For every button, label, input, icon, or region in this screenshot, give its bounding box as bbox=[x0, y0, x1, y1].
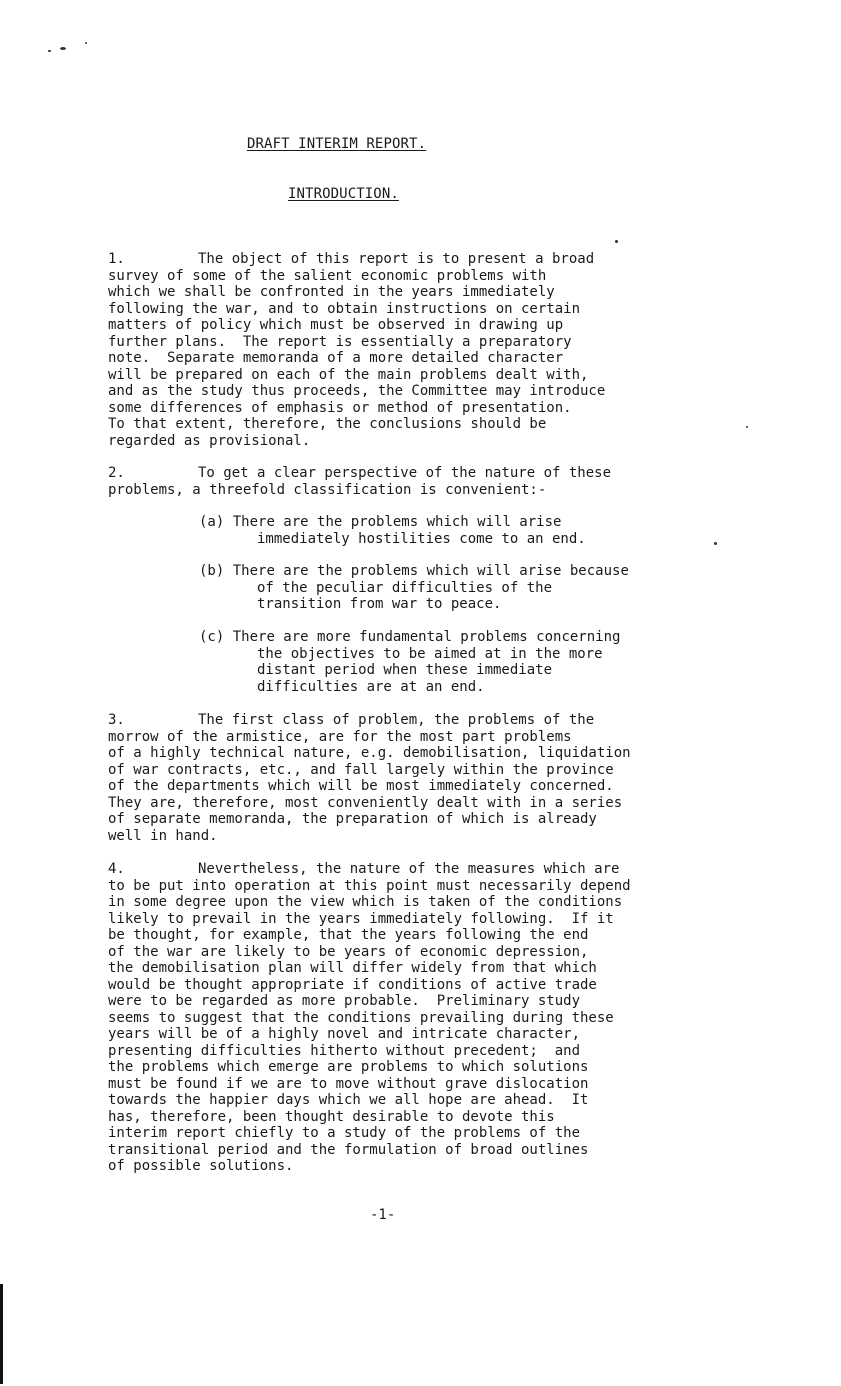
paragraph-line bbox=[108, 712, 748, 729]
paragraph-2 bbox=[108, 465, 748, 498]
paragraph-line: has, therefore, been thought desirable to devote this bbox=[108, 1108, 555, 1125]
paragraph-text: Nevertheless, the nature of the measures which are bbox=[198, 861, 620, 877]
paragraph-line: problems, a threefold classification is convenient:- bbox=[108, 481, 547, 498]
paragraph-line: presenting difficulties hitherto without precedent; and bbox=[108, 1042, 581, 1059]
paragraph-line: They are, therefore, most conveniently dealt with in a series bbox=[108, 794, 623, 811]
paragraph-line: of the departments which will be most immediately concerned. bbox=[108, 778, 614, 794]
paragraph-line: in some degree upon the view which is taken of the conditions bbox=[108, 894, 623, 910]
paragraph-line: years will be of a highly novel and intricate character, bbox=[108, 1026, 581, 1042]
paragraph-line: of the war are likely to be years of economic depression, bbox=[108, 943, 589, 960]
paragraph-line: well in hand. bbox=[108, 827, 218, 844]
page-number: -1- bbox=[370, 1207, 396, 1223]
scan-speck bbox=[615, 240, 618, 243]
paragraph-line: of a highly technical nature, e.g. demobilisation, liquidation bbox=[108, 745, 631, 761]
paragraph-text: To get a clear perspective of the nature of these bbox=[198, 465, 612, 481]
paragraph-text: The first class of problem, the problems of the bbox=[198, 712, 595, 728]
paragraph-number: 2. bbox=[108, 465, 125, 481]
paragraph-line: towards the happier days which we all hope are ahead. It bbox=[108, 1092, 589, 1108]
list-item-line bbox=[199, 629, 739, 646]
scan-speck bbox=[746, 426, 748, 428]
paragraph-line: of war contracts, etc., and fall largely within the province bbox=[108, 761, 614, 778]
paragraph-1 bbox=[108, 251, 748, 449]
paragraph-line bbox=[108, 861, 748, 878]
paragraph-line: must be found if we are to move without grave dislocation bbox=[108, 1075, 589, 1092]
list-item-line bbox=[199, 514, 739, 531]
paragraph-line: will be prepared on each of the main problems dealt with, bbox=[108, 366, 589, 383]
paragraph-number: 1. bbox=[108, 251, 125, 267]
paragraph-line: interim report chiefly to a study of the problems of the bbox=[108, 1125, 581, 1141]
paragraph-line: To that extent, therefore, the conclusions should be bbox=[108, 416, 547, 432]
list-item-text: There are the problems which will arise because bbox=[232, 563, 629, 579]
paragraph-line: likely to prevail in the years immediately following. If it bbox=[108, 910, 614, 927]
scan-speck bbox=[85, 42, 87, 44]
paragraph-line: the problems which emerge are problems to which solutions bbox=[108, 1059, 589, 1075]
paragraph-line: and as the study thus proceeds, the Committee may introduce bbox=[108, 383, 606, 399]
scan-speck bbox=[48, 50, 51, 52]
list-item-line: distant period when these immediate bbox=[257, 662, 553, 678]
paragraph-line bbox=[108, 251, 748, 268]
list-item-line: of the peculiar difficulties of the bbox=[257, 579, 553, 596]
paragraph-line: the demobilisation plan will differ widely from that which bbox=[108, 960, 597, 976]
paragraph-line: transitional period and the formulation of broad outlines bbox=[108, 1141, 589, 1158]
paragraph-number: 4. bbox=[108, 861, 125, 877]
paragraph-3 bbox=[108, 712, 748, 844]
paragraph-line: morrow of the armistice, are for the most part problems bbox=[108, 728, 572, 745]
paragraph-4 bbox=[108, 861, 748, 1175]
paragraph-line: following the war, and to obtain instructions on certain bbox=[108, 300, 581, 317]
paragraph-line: were to be regarded as more probable. Preliminary study bbox=[108, 993, 581, 1009]
list-item-b bbox=[199, 563, 739, 613]
document-title: DRAFT INTERIM REPORT. bbox=[247, 136, 427, 152]
list-item-line bbox=[199, 563, 739, 580]
paragraph-line: matters of policy which must be observed in drawing up bbox=[108, 317, 564, 333]
paragraph-line: would be thought appropriate if conditions of active trade bbox=[108, 976, 597, 993]
list-item-c bbox=[199, 629, 739, 695]
list-item-text: There are more fundamental problems concerning bbox=[232, 629, 621, 645]
paragraph-text: The object of this report is to present a broad bbox=[198, 251, 595, 267]
paragraph-line: seems to suggest that the conditions prevailing during these bbox=[108, 1009, 614, 1026]
scan-speck bbox=[60, 47, 66, 50]
scan-speck bbox=[714, 542, 717, 545]
list-item-line: the objectives to be aimed at in the more bbox=[257, 645, 603, 662]
list-item-line: immediately hostilities come to an end. bbox=[257, 530, 586, 547]
list-item-line: transition from war to peace. bbox=[257, 596, 502, 612]
paragraph-line: survey of some of the salient economic problems with bbox=[108, 267, 547, 284]
list-item-label: (c) bbox=[199, 629, 225, 645]
paragraph-line: note. Separate memoranda of a more detailed character bbox=[108, 350, 564, 366]
paragraph-number: 3. bbox=[108, 712, 125, 728]
list-item-text: There are the problems which will arise bbox=[232, 514, 562, 530]
section-heading: INTRODUCTION. bbox=[288, 186, 399, 202]
list-item-label: (a) bbox=[199, 514, 225, 530]
paragraph-line: of possible solutions. bbox=[108, 1158, 294, 1174]
paragraph-line: to be put into operation at this point must necessarily depend bbox=[108, 877, 631, 894]
paragraph-line: further plans. The report is essentially a preparatory bbox=[108, 333, 572, 350]
paragraph-line: which we shall be confronted in the years immediately bbox=[108, 284, 555, 300]
paragraph-line: be thought, for example, that the years following the end bbox=[108, 927, 589, 943]
paragraph-line: regarded as provisional. bbox=[108, 432, 311, 449]
list-item-label: (b) bbox=[199, 563, 225, 579]
paragraph-line bbox=[108, 465, 748, 482]
paragraph-line: of separate memoranda, the preparation of which is already bbox=[108, 811, 597, 827]
paragraph-line: some differences of emphasis or method of presentation. bbox=[108, 399, 572, 416]
list-item-a bbox=[199, 514, 739, 547]
list-item-line: difficulties are at an end. bbox=[257, 678, 485, 695]
scan-edge-mark bbox=[0, 1284, 3, 1384]
